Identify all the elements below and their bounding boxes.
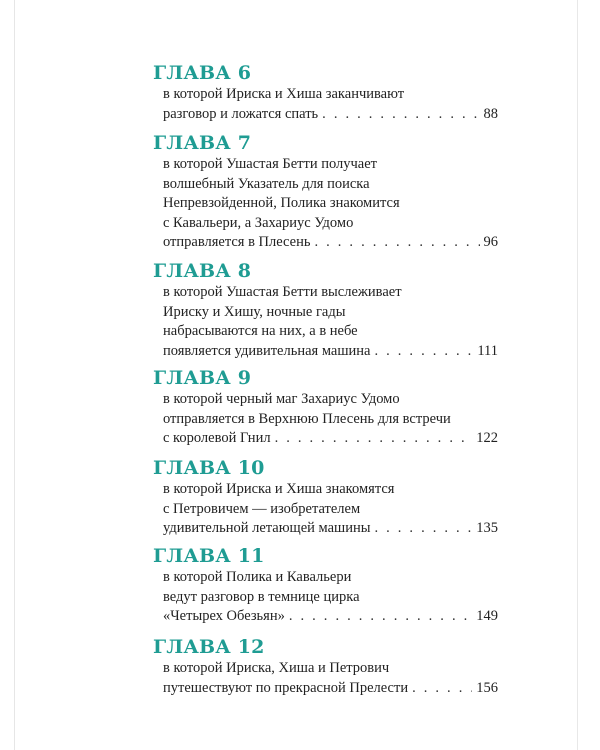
page-number: 149 [476, 608, 498, 624]
description-last-line [163, 679, 498, 699]
description-text: путешествуют по прекрасной Прелести [163, 679, 409, 696]
dot-leader [322, 105, 479, 125]
chapter-description [163, 390, 503, 449]
description-line: отправляется в Верхнюю Плесень для встречи [163, 410, 451, 427]
chapter-description [163, 480, 503, 539]
description-line: в которой Ириска и Хиша знакомятся [163, 481, 395, 497]
page-number: 111 [477, 342, 498, 359]
dot-leader [412, 679, 472, 699]
chapter-heading: ГЛАВА 9 [153, 367, 252, 389]
description-text: появляется удивительная машина [163, 342, 371, 359]
chapter-heading: ГЛАВА 6 [153, 62, 252, 84]
description-last-line [163, 607, 498, 627]
toc-entry-chapter-11 [153, 545, 503, 627]
dot-leader [374, 342, 473, 362]
chapter-description [163, 155, 503, 253]
description-last-line [163, 519, 498, 539]
description-text: разговор и ложатся спать [163, 105, 319, 122]
chapter-heading: ГЛАВА 12 [153, 636, 265, 658]
chapter-heading: ГЛАВА 10 [153, 457, 265, 479]
dot-leader [289, 607, 472, 627]
chapter-heading: ГЛАВА 11 [153, 545, 265, 567]
chapter-description [163, 283, 503, 361]
toc-entry-chapter-9 [153, 367, 503, 449]
description-line: в которой Ушастая Бетти получает [163, 156, 378, 172]
page-number: 88 [483, 105, 498, 122]
book-page [14, 0, 577, 750]
page-number: 135 [476, 520, 498, 536]
description-last-line [163, 429, 498, 449]
description-line: с Кавальери, а Захариус Удомо [163, 214, 354, 231]
description-line: с Петровичем — изобретателем [163, 500, 361, 517]
description-line: Ириску и Хишу, ночные гады [163, 303, 346, 320]
description-last-line [163, 342, 498, 362]
chapter-description [163, 568, 503, 627]
description-line: набрасываются на них, а в небе [163, 323, 358, 339]
description-last-line [163, 105, 498, 125]
description-line: в которой Полика и Кавальери [163, 569, 352, 585]
description-line: в которой черный маг Захариус Удомо [163, 391, 400, 407]
description-last-line [163, 233, 498, 253]
description-text: отправляется в Плесень [163, 234, 311, 250]
description-line: в которой Ириска и Хиша заканчивают [163, 86, 405, 102]
page-number: 122 [476, 430, 498, 446]
description-text: с королевой Гнил [163, 430, 271, 446]
toc-entry-chapter-7 [153, 132, 503, 253]
description-line: в которой Ушастая Бетти выслеживает [163, 284, 402, 300]
chapter-description [163, 85, 503, 124]
dot-leader [374, 519, 472, 539]
description-line: в которой Ириска, Хиша и Петрович [163, 660, 390, 676]
description-line: волшебный Указатель для поиска [163, 175, 370, 192]
description-line: ведут разговор в темнице цирка [163, 588, 360, 605]
page-number: 96 [483, 234, 498, 250]
dot-leader [275, 429, 473, 449]
chapter-description [163, 659, 503, 698]
page-number: 156 [476, 679, 498, 696]
toc-entry-chapter-12 [153, 636, 503, 698]
chapter-heading: ГЛАВА 7 [153, 132, 252, 154]
description-text: «Четырех Обезьян» [163, 608, 285, 624]
description-text: удивительной летающей машины [163, 520, 371, 536]
description-line: Непревзойденной, Полика знакомится [163, 195, 400, 211]
chapter-heading: ГЛАВА 8 [153, 260, 252, 282]
toc-entry-chapter-6 [153, 62, 503, 124]
dot-leader [314, 233, 479, 253]
toc-entry-chapter-10 [153, 457, 503, 539]
toc-entry-chapter-8 [153, 260, 503, 361]
